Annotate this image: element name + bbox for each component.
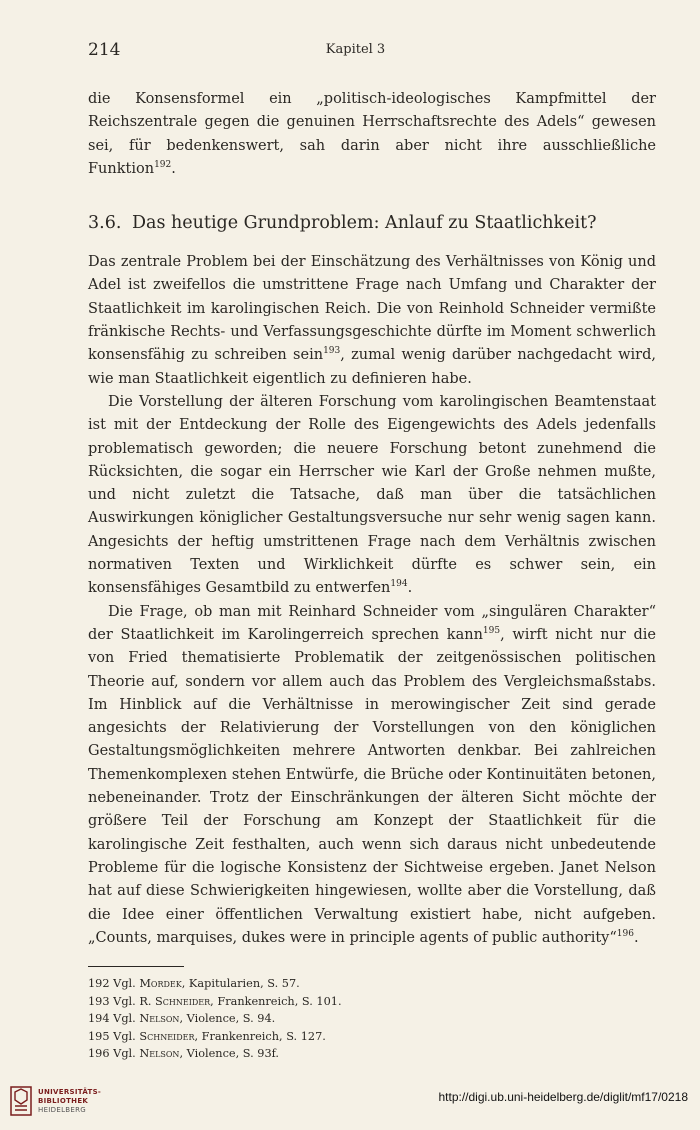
section-heading	[88, 211, 656, 235]
footnote-ref-195[interactable]: 195	[482, 625, 501, 636]
footnote: 193 Vgl. R. Schneider, Frankenreich, S. 101.	[88, 994, 342, 1008]
body-text	[88, 88, 656, 1063]
paragraph-continuation: die Konsensformel ein „politisch-ideologisches Kampfmittel der Reichszentrale gegen die genuinen Herrschaftsrechte des Adels“ gewesen sei, für bedenkenswert, sah darin aber nicht ihre ausschließliche Funktion$^{192}$.	[88, 91, 656, 177]
footnote: 192 Vgl. Mordek, Kapitularien, S. 57.	[88, 977, 300, 991]
footnote: 196 Vgl. Nelson, Violence, S. 93f.	[88, 1047, 280, 1061]
page-number: 214	[88, 40, 121, 60]
library-seal-icon	[10, 1086, 32, 1116]
footnote-ref-193[interactable]: 193	[323, 346, 341, 357]
footnote-ref-194[interactable]: 194	[390, 579, 408, 590]
library-logo[interactable]	[10, 1086, 150, 1122]
paragraph-3: Die Frage, ob man mit Reinhard Schneider vom „singulären Charakter“ der Staatlichkeit im Karolingerreich sprechen kann$^{195}$, wirft nicht nur die von Fried thematisierte Problematik der zeitgenössischen politischen Theorie auf, sondern vor allem auch das Problem des Vergleichsmaßstabs. Im Hinblick auf die Verhältnisse in merowingischer Zeit sind gerade angesichts der Relativierung der Vorstellungen von den königlichen Gestaltungsmöglichkeiten mehrere Antworten denkbar. Bei zahlreichen Themenkomplexen stehen Entwürfe, die Brüche oder Kontinuitäten betonen, nebeneinander. Trotz der Einschränkungen der älteren Sicht möchte der größere Teil der Forschung am Konzept der Staatlichkeit für die karolingische Zeit festhalten, auch wenn sich daraus nicht unbedeutende Probleme für die logische Konsistenz der Sichtweise ergeben. Janet Nelson hat auf diese Schwierigkeiten hingewiesen, wollte aber die Vorstellung, daß die Idee einer öffentlichen Verwaltung existiert habe, nicht aufgeben. „Counts, marquises, dukes were in principle agents of public authority“$^{196}$.	[88, 603, 656, 946]
footnotes	[88, 975, 656, 1063]
footnote-ref-192[interactable]: 192	[154, 159, 172, 170]
section-number: 3.6.	[88, 213, 122, 234]
footnote-divider	[88, 966, 184, 967]
logo-line: BIBLIOTHEK	[38, 1097, 89, 1105]
logo-line: HEIDELBERG	[38, 1106, 86, 1114]
footnote-ref-196[interactable]: 196	[616, 928, 634, 939]
logo-line: UNIVERSITÄTS-	[38, 1088, 102, 1096]
footnote: 194 Vgl. Nelson, Violence, S. 94.	[88, 1012, 276, 1026]
running-head: Kapitel 3	[325, 42, 386, 57]
paragraph-2: Die Vorstellung der älteren Forschung vom karolingischen Beamtenstaat ist mit der Entdeckung der Rolle des Eigengewichts des Adels jedenfalls problematisch geworden; die neuere Forschung betont zunehmend die Rücksichten, die sogar ein Herrscher wie Karl der Große nehmen mußte, und nicht zuletzt die Tatsache, daß man über die tatsächlichen Auswirkungen königlicher Gestaltungsversuche nur sehr wenig sagen kann. Angesichts der heftig umstrittenen Frage nach dem Verhältnis zwischen normativen Texten und Wirklichkeit dürfte es schwer sein, ein konsensfähiges Gesamtbild zu entwerfen$^{194}$.	[88, 393, 656, 597]
paragraph-1: Das zentrale Problem bei der Einschätzung des Verhältnisses von König und Adel ist zweifellos die umstrittene Frage nach Umfang und Charakter der Staatlichkeit im karolingischen Reich. Die von Reinhold Schneider vermißte fränkische Rechts- und Verfassungsgeschichte dürfte im Moment schwerlich konsensfähig zu schreiben sein$^{193}$, zumal wenig darüber nachgedacht wird, wie man Staatlichkeit eigentlich zu definieren habe.	[88, 254, 657, 387]
page-header	[88, 40, 623, 64]
source-url-link[interactable]: http://digi.ub.uni-heidelberg.de/diglit/mf17/0218	[438, 1090, 688, 1104]
section-title: Das heutige Grundproblem: Anlauf zu Staatlichkeit?	[132, 213, 597, 234]
library-footer	[0, 1082, 700, 1130]
footnote: 195 Vgl. Schneider, Frankenreich, S. 127.	[88, 1029, 326, 1043]
